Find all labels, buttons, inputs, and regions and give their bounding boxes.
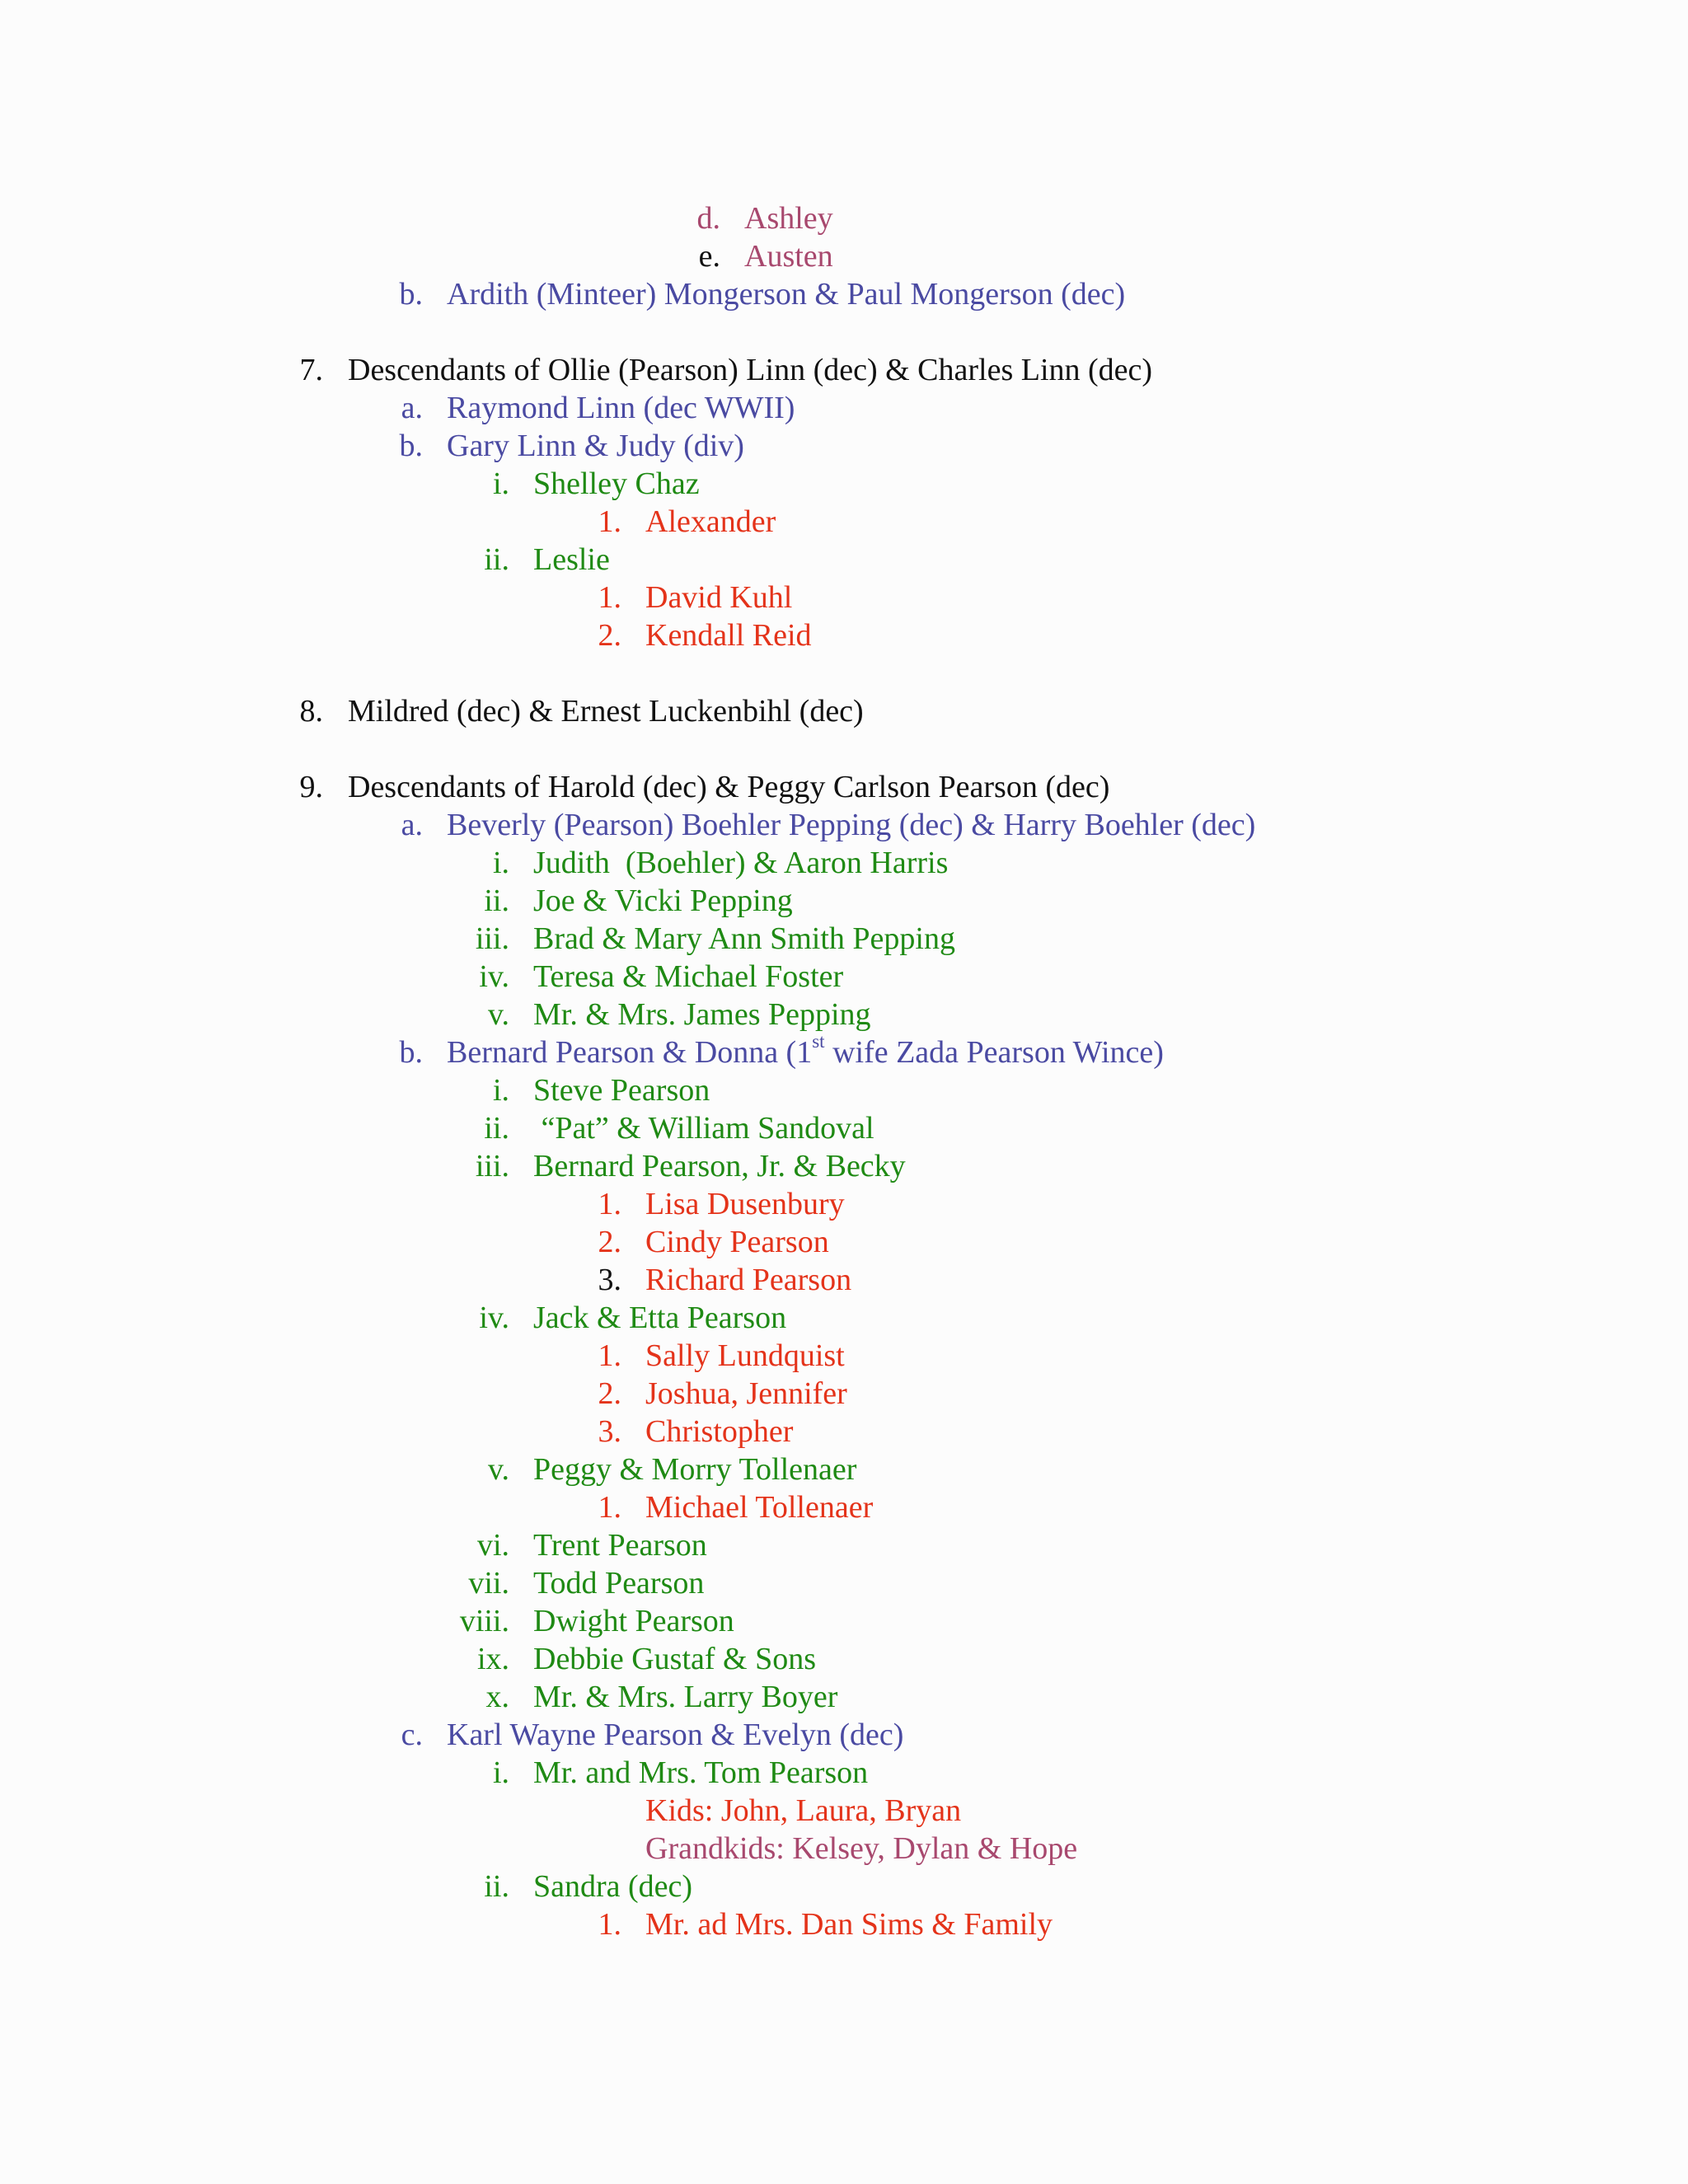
list-marker: 1. xyxy=(598,1338,621,1373)
list-marker: iv. xyxy=(479,1301,509,1335)
list-marker: 2. xyxy=(598,618,621,653)
list-text: Judith (Boehler) & Aaron Harris xyxy=(533,846,949,880)
list-marker: d. xyxy=(696,201,720,236)
list-text: Jack & Etta Pearson xyxy=(533,1301,787,1335)
list-marker: iv. xyxy=(479,959,509,994)
list-text: Ardith (Minteer) Mongerson & Paul Mongerson (dec) xyxy=(447,277,1126,312)
list-marker: iii. xyxy=(475,921,509,956)
list-text: Peggy & Morry Tollenaer xyxy=(533,1452,857,1487)
list-marker: ii. xyxy=(484,1111,509,1146)
list-marker: v. xyxy=(487,997,509,1032)
list-marker: vii. xyxy=(468,1566,509,1601)
list-text: Christopher xyxy=(645,1414,794,1449)
list-marker: vi. xyxy=(476,1528,509,1563)
text-before: Bernard Pearson & Donna (1 xyxy=(447,1035,813,1070)
list-text: Austen xyxy=(744,239,833,274)
list-text: David Kuhl xyxy=(645,580,793,615)
list-marker: b. xyxy=(399,277,423,312)
list-text: Bernard Pearson, Jr. & Becky xyxy=(533,1149,906,1183)
list-text: Dwight Pearson xyxy=(533,1604,734,1638)
list-text: Shelley Chaz xyxy=(533,466,700,501)
list-text: Joshua, Jennifer xyxy=(645,1376,847,1411)
list-marker: ii. xyxy=(484,542,509,577)
list-text: Lisa Dusenbury xyxy=(645,1187,845,1221)
list-marker: 3. xyxy=(598,1414,621,1449)
list-text: Mr. and Mrs. Tom Pearson xyxy=(533,1755,869,1790)
list-marker: e. xyxy=(698,239,720,274)
list-text: Mr. & Mrs. James Pepping xyxy=(533,997,871,1032)
list-marker: 1. xyxy=(598,1187,621,1221)
list-text: Descendants of Harold (dec) & Peggy Carlson Pearson (dec) xyxy=(348,770,1110,804)
list-marker: 1. xyxy=(598,504,621,539)
list-marker: 2. xyxy=(598,1225,621,1259)
list-text: Karl Wayne Pearson & Evelyn (dec) xyxy=(447,1718,904,1752)
list-text: Mildred (dec) & Ernest Luckenbihl (dec) xyxy=(348,694,864,729)
superscript: st xyxy=(812,1031,825,1052)
list-text: Mr. & Mrs. Larry Boyer xyxy=(533,1680,838,1714)
list-text: Debbie Gustaf & Sons xyxy=(533,1642,817,1676)
list-text: Teresa & Michael Foster xyxy=(533,959,844,994)
list-text: Kendall Reid xyxy=(645,618,812,653)
list-marker: i. xyxy=(492,466,509,501)
list-marker: 2. xyxy=(598,1376,621,1411)
list-marker: i. xyxy=(492,1755,509,1790)
list-text: Gary Linn & Judy (div) xyxy=(447,429,744,463)
list-marker: 1. xyxy=(598,1907,621,1942)
list-text: Ashley xyxy=(744,201,833,236)
list-marker: c. xyxy=(401,1718,423,1752)
list-text: Leslie xyxy=(533,542,610,577)
list-marker: 1. xyxy=(598,1490,621,1525)
list-marker: v. xyxy=(487,1452,509,1487)
list-marker: ii. xyxy=(484,883,509,918)
list-marker: i. xyxy=(492,1073,509,1108)
list-text: Raymond Linn (dec WWII) xyxy=(447,391,795,425)
list-marker: b. xyxy=(399,1035,423,1070)
list-marker: iii. xyxy=(475,1149,509,1183)
list-text xyxy=(447,1033,1164,1071)
list-marker: b. xyxy=(399,429,423,463)
list-text: Trent Pearson xyxy=(533,1528,707,1563)
list-text: Sally Lundquist xyxy=(645,1338,845,1373)
list-marker: 9. xyxy=(299,770,323,804)
list-text: Sandra (dec) xyxy=(533,1869,693,1904)
list-marker: x. xyxy=(485,1680,509,1714)
list-text: Descendants of Ollie (Pearson) Linn (dec) & Charles Linn (dec) xyxy=(348,353,1153,387)
list-marker: a. xyxy=(401,391,423,425)
list-text: Alexander xyxy=(645,504,776,539)
list-text: Cindy Pearson xyxy=(645,1225,829,1259)
list-text: Steve Pearson xyxy=(533,1073,710,1108)
list-marker: i. xyxy=(492,846,509,880)
list-text: Todd Pearson xyxy=(533,1566,705,1601)
list-marker: 8. xyxy=(299,694,323,729)
list-text: Grandkids: Kelsey, Dylan & Hope xyxy=(645,1831,1078,1866)
list-text: “Pat” & William Sandoval xyxy=(533,1111,874,1146)
list-text: Mr. ad Mrs. Dan Sims & Family xyxy=(645,1907,1053,1942)
list-text: Kids: John, Laura, Bryan xyxy=(645,1793,962,1828)
list-marker: a. xyxy=(401,808,423,842)
list-marker: 7. xyxy=(299,353,323,387)
list-text: Joe & Vicki Pepping xyxy=(533,883,793,918)
list-marker: ix. xyxy=(476,1642,509,1676)
list-text: Richard Pearson xyxy=(645,1263,852,1297)
list-text: Brad & Mary Ann Smith Pepping xyxy=(533,921,955,956)
list-marker: 3. xyxy=(598,1263,621,1297)
text-after: wife Zada Pearson Wince) xyxy=(824,1035,1164,1070)
list-marker: ii. xyxy=(484,1869,509,1904)
list-text: Beverly (Pearson) Boehler Pepping (dec) & Harry Boehler (dec) xyxy=(447,808,1256,842)
list-text: Michael Tollenaer xyxy=(645,1490,874,1525)
list-marker: viii. xyxy=(459,1604,509,1638)
list-marker: 1. xyxy=(598,580,621,615)
